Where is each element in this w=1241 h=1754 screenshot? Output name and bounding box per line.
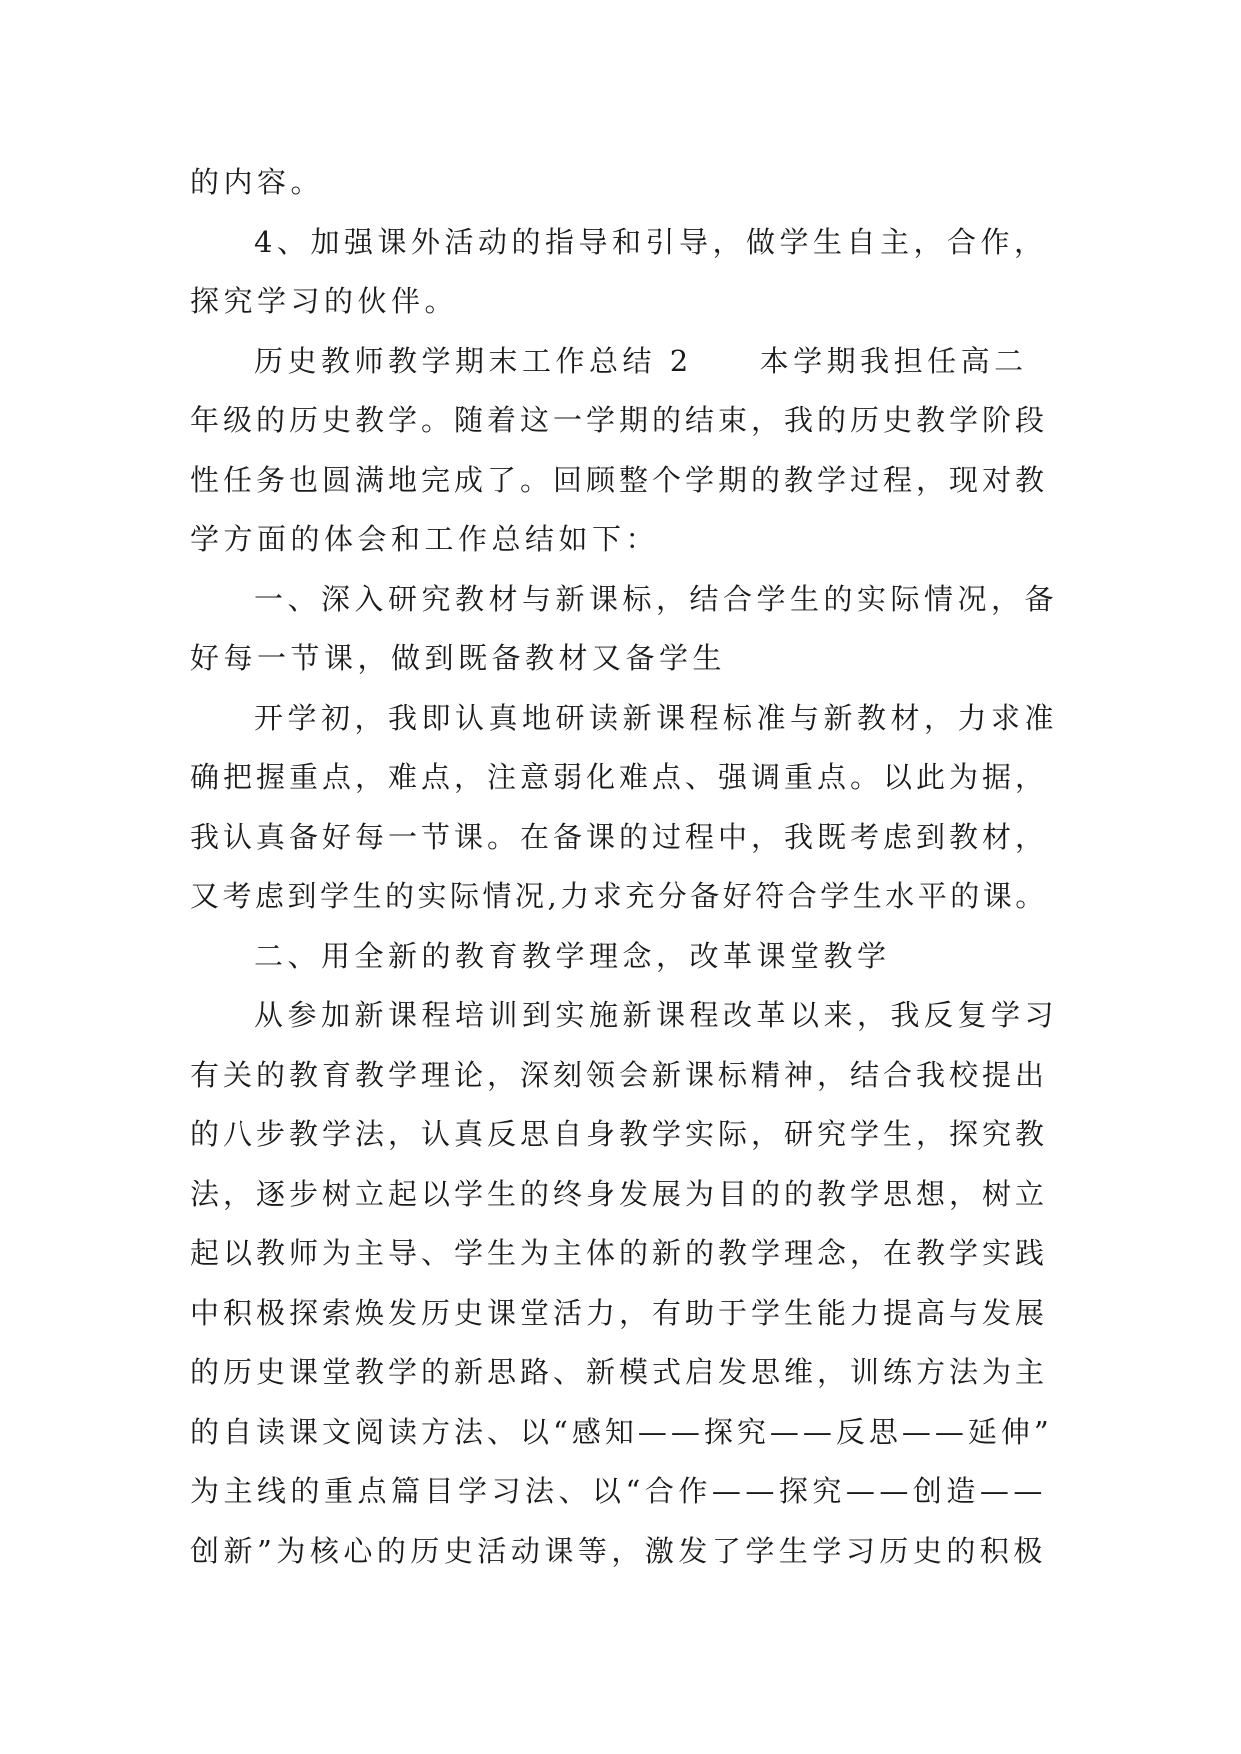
text-line: 探究学习的伙伴。 <box>190 284 459 318</box>
text-line: 一、深入研究教材与新课标，结合学生的实际情况，备 <box>254 581 1059 616</box>
text-line: 确把握重点，难点，注意弱化难点、强调重点。以此为据， <box>190 760 1049 794</box>
text-line: 学方面的体会和工作总结如下： <box>190 522 660 556</box>
text-line: 有关的教育教学理论，深刻领会新课标精神，结合我校提出 <box>190 1057 1049 1092</box>
text-line: 的八步教学法，认真反思自身教学实际，研究学生，探究教 <box>190 1117 1049 1151</box>
text-line: 创新”为核心的历史活动课等，激发了学生学习历史的积极 <box>190 1533 1047 1568</box>
text-line: 好每一节课，做到既备教材又备学生 <box>190 641 727 675</box>
text-line: 法，逐步树立起以学生的终身发展为目的的教学思想，树立 <box>190 1176 1049 1211</box>
text-line: 4、加强课外活动的指导和引导，做学生自主，合作， <box>254 224 1048 259</box>
body-text <box>190 153 1060 1581</box>
text-line: 的自读课文阅读方法、以“感知——探究——反思——延伸” <box>190 1414 1053 1449</box>
text-line: 开学初，我即认真地研读新课程标准与新教材，力求准 <box>254 700 1059 735</box>
text-line: 中积极探索焕发历史课堂活力，有助于学生能力提高与发展 <box>190 1295 1049 1330</box>
text-line: 为主线的重点篇目学习法、以“合作——探究——创造—— <box>190 1474 1047 1508</box>
text-line: 的历史课堂教学的新思路、新模式启发思维，训练方法为主 <box>190 1355 1049 1389</box>
text-line: 历史教师教学期末工作总结 2 本学期我担任高二 <box>254 343 1028 378</box>
text-line: 从参加新课程培训到实施新课程改革以来，我反复学习 <box>254 998 1059 1032</box>
text-line: 的内容。 <box>190 165 325 199</box>
text-line: 我认真备好每一节课。在备课的过程中，我既考虑到教材， <box>190 819 1049 854</box>
text-line: 起以教师为主导、学生为主体的新的教学理念，在教学实践 <box>190 1236 1049 1270</box>
text-line: 又考虑到学生的实际情况,力求充分备好符合学生水平的课。 <box>190 879 1048 913</box>
text-line: 二、用全新的教育教学理念，改革课堂教学 <box>254 938 891 973</box>
text-line: 年级的历史教学。随着这一学期的结束，我的历史教学阶段 <box>190 403 1049 437</box>
text-line: 性任务也圆满地完成了。回顾整个学期的教学过程，现对教 <box>190 462 1049 497</box>
